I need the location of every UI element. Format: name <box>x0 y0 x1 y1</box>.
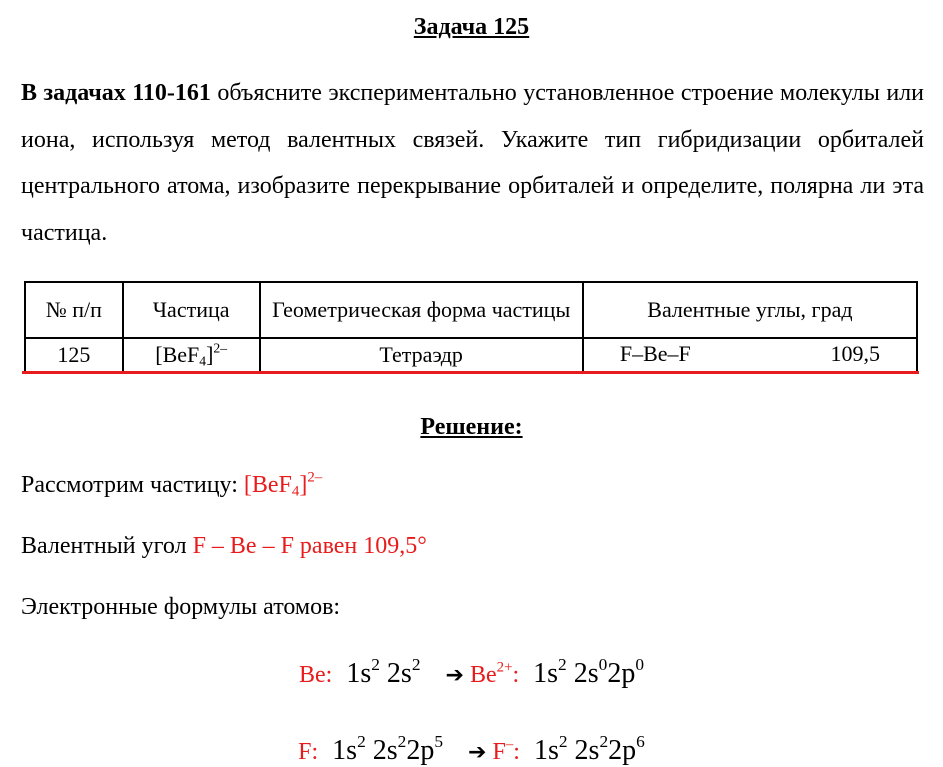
be-orbital: $1s^2$ <box>346 654 380 689</box>
particle-subscript: 4 <box>199 353 207 369</box>
be-ion-orbital: $1s^2$ <box>533 654 567 689</box>
be-ion-label: $Be^{2+}$: <box>469 659 520 688</box>
electron-formulas-label: Электронные формулы атомов: <box>21 594 341 620</box>
header-angles: Валентные углы, град <box>583 282 917 338</box>
task-title: Задача 125 <box>413 14 530 40</box>
be-ion-orbital: $2s^0$ <box>573 654 608 689</box>
header-number: № п/п <box>25 282 123 338</box>
right-arrow-icon: ➔ <box>468 740 487 765</box>
cell-shape: Тетраэдр <box>260 338 583 372</box>
red-underline <box>22 371 919 374</box>
be-label: Be: <box>299 662 333 688</box>
f-orbital: $2s^2$ <box>372 731 407 766</box>
consider-particle-bracket: ] <box>299 472 308 498</box>
be-orbital: $2s^2$ <box>386 654 421 689</box>
valence-angle-text: Валентный угол <box>21 533 193 559</box>
particle-base: [BeF <box>155 342 200 367</box>
cell-particle <box>123 338 260 372</box>
be-formula <box>0 654 943 690</box>
cell-angles <box>583 338 917 372</box>
particle-table <box>24 281 918 373</box>
consider-particle-subscript: 4 <box>291 483 300 500</box>
particle-bracket: ] <box>206 342 214 367</box>
angle-bond: F–Be–F <box>619 341 691 366</box>
be-ion-orbital: $2p^0$ <box>607 654 644 689</box>
consider-line <box>21 469 323 500</box>
header-shape: Геометрическая форма частицы <box>260 282 583 338</box>
f-formula <box>0 731 943 767</box>
cell-number: 125 <box>25 338 123 372</box>
table-header-row <box>25 282 917 338</box>
angle-value: 109,5 <box>830 341 880 366</box>
table-row <box>25 338 917 372</box>
right-arrow-icon: ➔ <box>445 663 464 688</box>
solution-title: Решение: <box>420 414 523 440</box>
f-orbital: $1s^2$ <box>332 731 366 766</box>
task-range: В задачах 110-161 <box>21 80 211 106</box>
consider-text: Рассмотрим частицу: <box>21 472 244 498</box>
valence-angle-value: F – Be – F равен 109,5° <box>192 533 427 559</box>
particle-charge: 2– <box>213 340 228 356</box>
f-ion-orbital: $2p^6$ <box>608 731 645 766</box>
consider-particle-base: [BeF <box>243 472 292 498</box>
header-particle: Частица <box>123 282 260 338</box>
task-statement-text: объясните экспериментально установленное строение молекулы или иона, используя метод валентных связей. Укажите тип гибридизации орбиталей центрального атома, изобразите перекрывание орбиталей и определите, полярна ли эта частица. <box>21 80 924 246</box>
f-ion-label: F–: <box>492 736 520 765</box>
consider-particle <box>243 469 323 500</box>
consider-particle-charge: 2– <box>307 469 323 486</box>
f-ion-orbital: $2s^2$ <box>574 731 609 766</box>
f-label: F: <box>298 739 319 765</box>
f-orbital: $2p^5$ <box>406 731 444 766</box>
f-ion-orbital: $1s^2$ <box>533 731 568 766</box>
task-statement <box>21 70 924 256</box>
valence-angle-line <box>21 533 427 560</box>
